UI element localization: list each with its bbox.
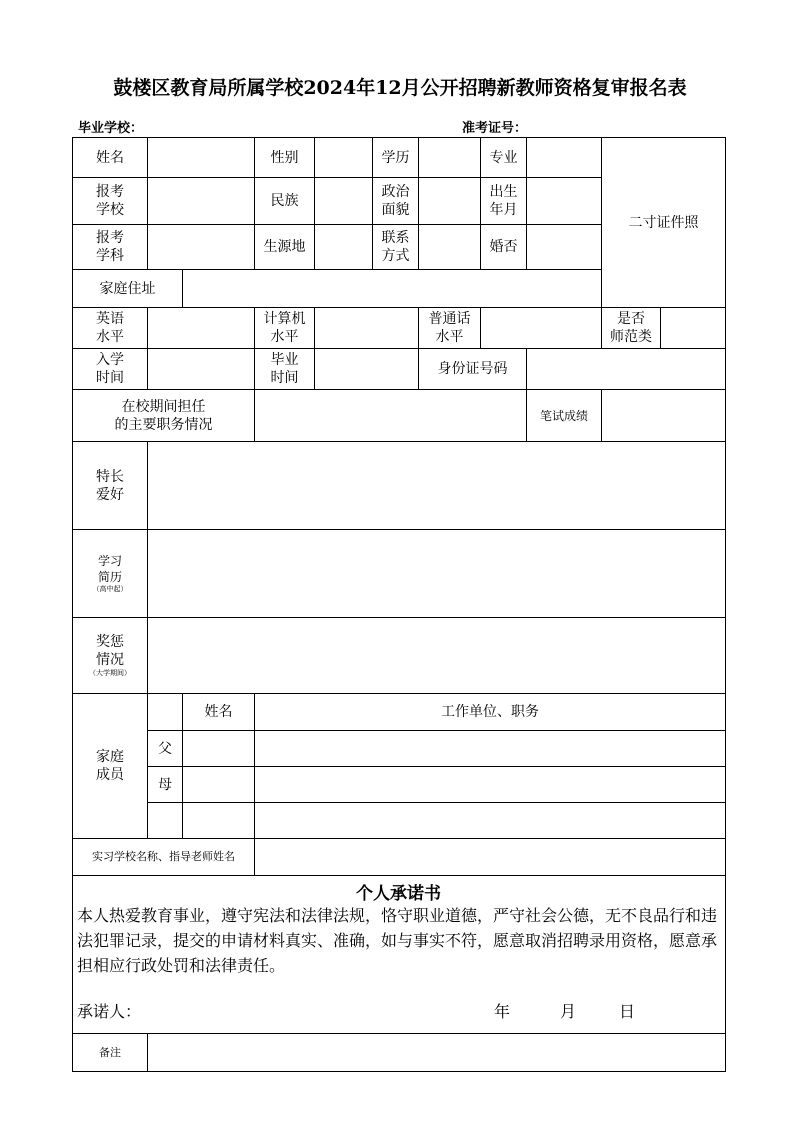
study-label: 学习 简历 [97,554,122,584]
study-label-cell [73,530,147,617]
ethnicity-field[interactable] [315,178,372,224]
marital-label: 婚否 [489,239,518,255]
pledge-title: 个人承诺书 [356,884,441,904]
contact-field[interactable] [419,225,480,269]
english-field[interactable] [148,308,254,348]
political-label: 政治 面貌 [381,184,410,218]
normal-field[interactable] [661,308,725,348]
apply-subject-field[interactable] [148,225,254,269]
member-name-field[interactable] [183,803,254,838]
grid-line [725,137,726,1072]
id-no-field[interactable] [527,349,725,389]
father-label: 父 [158,740,172,757]
photo-box[interactable]: 二寸证件照 [628,214,699,231]
grid-line [72,1071,726,1072]
award-field[interactable] [148,618,725,693]
apply-subject-label: 报考 学科 [96,230,124,264]
apply-school-label: 报考 学校 [96,184,124,218]
major-label: 专业 [489,149,518,166]
contact-label: 联系 方式 [381,230,410,264]
family-label: 家庭 成员 [96,749,124,783]
talent-label: 特长 爱好 [96,468,124,503]
gender-field[interactable] [315,138,372,177]
origin-label: 生源地 [263,239,306,255]
pledge-body: 本人热爱教育事业，遵守宪法和法律法规，恪守职业道德，严守社会公德，无不良品行和违法犯罪记录，提交的申请材料真实、准确，如与事实不符，愿意取消招聘录用资格，愿意承担相应行政处罚和法律责任。 [77,906,718,975]
family-name-header: 姓名 [204,704,233,720]
duties-label: 在校期间担任 的主要职务情况 [114,398,213,433]
mother-label: 母 [158,776,172,793]
month-label: 月 [560,1002,577,1021]
major-field[interactable] [527,138,601,177]
member-work-field[interactable] [255,803,725,838]
origin-field[interactable] [315,225,372,269]
address-label: 家庭住址 [99,280,156,297]
marital-field[interactable] [527,225,601,269]
signer-label: 承诺人： [77,1002,142,1021]
mother-work-field[interactable] [255,767,725,802]
exam-no-label: 准考证号： [462,121,528,136]
remark-label: 备注 [99,1045,121,1059]
ethnicity-label: 民族 [270,193,299,209]
address-field[interactable] [183,270,601,307]
graduate-label: 毕业 时间 [270,352,299,386]
day-label: 日 [619,1002,636,1021]
apply-school-field[interactable] [148,178,254,224]
graduate-field[interactable] [315,349,418,389]
computer-field[interactable] [315,308,418,348]
father-name-field[interactable] [183,731,254,766]
father-work-field[interactable] [255,731,725,766]
remark-field[interactable] [148,1034,725,1071]
study-field[interactable] [148,530,725,617]
study-note: （高中起） [92,585,128,593]
mother-name-field[interactable] [183,767,254,802]
enroll-field[interactable] [148,349,254,389]
gender-label: 性别 [270,149,299,166]
grad-school-label: 毕业学校： [78,121,144,136]
talent-field[interactable] [148,442,725,529]
education-label: 学历 [381,149,410,166]
political-field[interactable] [419,178,480,224]
award-note: （大学期间） [89,669,131,677]
written-score-label: 笔试成绩 [539,408,588,423]
intern-field[interactable] [255,839,725,875]
award-label: 奖惩 情况 [96,634,124,668]
grid-line [72,875,726,876]
normal-label: 是否 师范类 [610,311,652,345]
duties-field[interactable] [255,390,526,441]
form-title: 鼓楼区教育局所属学校2024年12月公开招聘新教师资格复审报名表 [113,77,687,99]
name-field[interactable] [148,138,254,177]
birth-label: 出生 年月 [489,184,518,218]
award-label-cell [73,618,147,693]
mandarin-label: 普通话 水平 [428,311,471,345]
intern-label: 实习学校名称、指导老师姓名 [92,850,235,863]
mandarin-field[interactable] [481,308,601,348]
enroll-label: 入学 时间 [96,352,124,386]
family-work-header: 工作单位、职务 [441,704,539,720]
id-no-label: 身份证号码 [437,361,508,377]
year-label: 年 [494,1002,511,1021]
birth-field[interactable] [527,178,601,224]
written-score-field[interactable] [602,390,725,441]
name-label: 姓名 [96,149,124,166]
education-field[interactable] [419,138,480,177]
english-label: 英语 水平 [96,311,124,345]
computer-label: 计算机 水平 [263,311,306,345]
